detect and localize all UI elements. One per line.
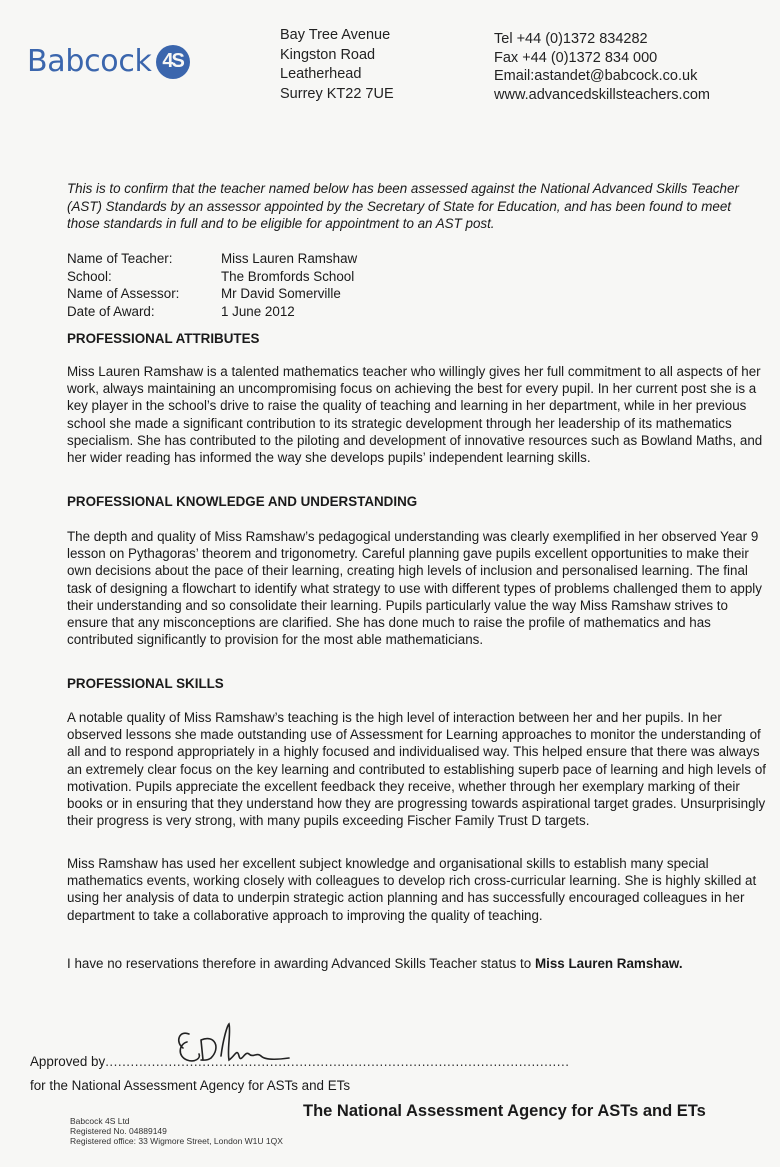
registration-info — [70, 1116, 283, 1146]
agency-subline: for the National Assessment Agency for ASTs and ETs — [30, 1078, 351, 1093]
heading-skills: PROFESSIONAL SKILLS — [67, 676, 224, 691]
detail-value: Mr David Somerville — [221, 286, 341, 301]
company-name: Babcock 4S Ltd — [70, 1116, 130, 1126]
knowledge-text: The depth and quality of Miss Ramshaw’s pedagogical understanding was clearly exemplified in her observed Year 9 lesson on Pythagoras’ theorem and trigonometry. Careful planning gave pupils excellent opportunities to make their own decisions about the pace of their learning, creating high levels of inclusion and personalised learning. The final task of designing a flowchart to identify what strategy to use with different types of problems challenged them to apply their understanding and so consolidate their learning. Pupils particularly value the way Miss Ramshaw strives to ensure that any misconceptions are clarified. She has done much to raise the profile of mathematics and has contributed significantly to provision for the most able mathematicians. — [67, 529, 762, 648]
website: www.advancedskillsteachers.com — [494, 86, 710, 103]
heading-attributes: PROFESSIONAL ATTRIBUTES — [67, 331, 260, 346]
detail-label: Date of Award: — [67, 303, 155, 319]
closing-text: I have no reservations therefore in awarding Advanced Skills Teacher status to — [67, 956, 535, 971]
teacher-details — [67, 250, 357, 320]
telephone: Tel +44 (0)1372 834282 — [494, 31, 648, 47]
detail-row — [67, 303, 357, 321]
address-line: Surrey KT22 7UE — [280, 85, 394, 102]
detail-row — [67, 268, 357, 286]
skills-text-2: Miss Ramshaw has used her excellent subject knowledge and organisational skills to establish many special mathematics events, working closely with colleagues to develop rich cross-curricular learning. She is highly skilled at using her analysis of data to underpin strategic action planning and has successfully encouraged colleagues in her department to take a collaborative approach to improving the quality of teaching. — [67, 856, 757, 923]
detail-row — [67, 285, 357, 303]
registered-office: Registered office: 33 Wigmore Street, London W1U 1QX — [70, 1136, 283, 1146]
approved-by-label: Approved by — [30, 1054, 106, 1069]
registered-number: Registered No. 04889149 — [70, 1126, 167, 1136]
detail-label: Name of Teacher: — [67, 251, 173, 266]
detail-label: School: — [67, 268, 112, 284]
postal-address — [280, 26, 394, 104]
attributes-text: Miss Lauren Ramshaw is a talented mathematics teacher who willingly gives her full commitment to all aspects of her work, always maintaining an uncompromising focus on achieving the best for every pupil. In her current post she is a key player in the school’s drive to raise the quality of teaching and learning in her department, while in her previous school she made a significant contribution to its strategic development through her leadership of its mathematics specialism. She has contributed to the piloting and development of innovative resources such as Bowland Maths, and her wider reading has informed the way she develops pupils’ independent learning skills. — [67, 364, 763, 466]
closing-statement — [67, 955, 767, 972]
email: Email:astandet@babcock.co.uk — [494, 68, 698, 84]
agency-name: The National Assessment Agency for ASTs and ETs — [303, 1102, 706, 1120]
address-line: Kingston Road — [280, 46, 376, 63]
signature-dotted-line: .............................................................................................................. — [105, 1054, 570, 1069]
detail-row — [67, 250, 357, 268]
address-line: Leatherhead — [280, 66, 362, 82]
approved-by-line — [30, 1054, 569, 1069]
closing-name: Miss Lauren Ramshaw. — [534, 956, 683, 971]
heading-knowledge: PROFESSIONAL KNOWLEDGE AND UNDERSTANDING — [67, 494, 418, 509]
detail-value: The Bromfords School — [221, 268, 355, 284]
logo-mark-icon: 4S — [156, 45, 190, 79]
detail-value: Miss Lauren Ramshaw — [221, 251, 358, 266]
skills-text-1: A notable quality of Miss Ramshaw’s teaching is the high level of interaction between her and her pupils. In her observed lessons she made outstanding use of Assessment for Learning approaches to monitor the understanding of all and to respond appropriately in a highly focused and individualised way. This helped ensure that there was always an extremely clear focus on the key learning and contributed to establishing superb pace of learning and high levels of motivation. Pupils appreciate the excellent feedback they receive, whether through her exemplary marking of their books or in ensuring that they understand how they are progressing towards aspirational target grades. Unsurprisingly their progress is very strong, with many pupils exceeding Fischer Family Trust D targets. — [67, 710, 766, 829]
detail-label: Name of Assessor: — [67, 286, 180, 301]
contact-details — [494, 30, 710, 104]
logo-text: Babcock — [27, 44, 152, 79]
intro-statement: This is to confirm that the teacher named below has been assessed against the National Advanced Skills Teacher (AST) Standards by an assessor appointed by the Secretary of State for Education, and has been found to meet those standards in full and to be eligible for appointment to an AST post. — [67, 181, 739, 231]
detail-value: 1 June 2012 — [221, 303, 295, 319]
babcock-logo — [27, 44, 190, 79]
fax: Fax +44 (0)1372 834 000 — [494, 49, 658, 66]
address-line: Bay Tree Avenue — [280, 27, 391, 43]
